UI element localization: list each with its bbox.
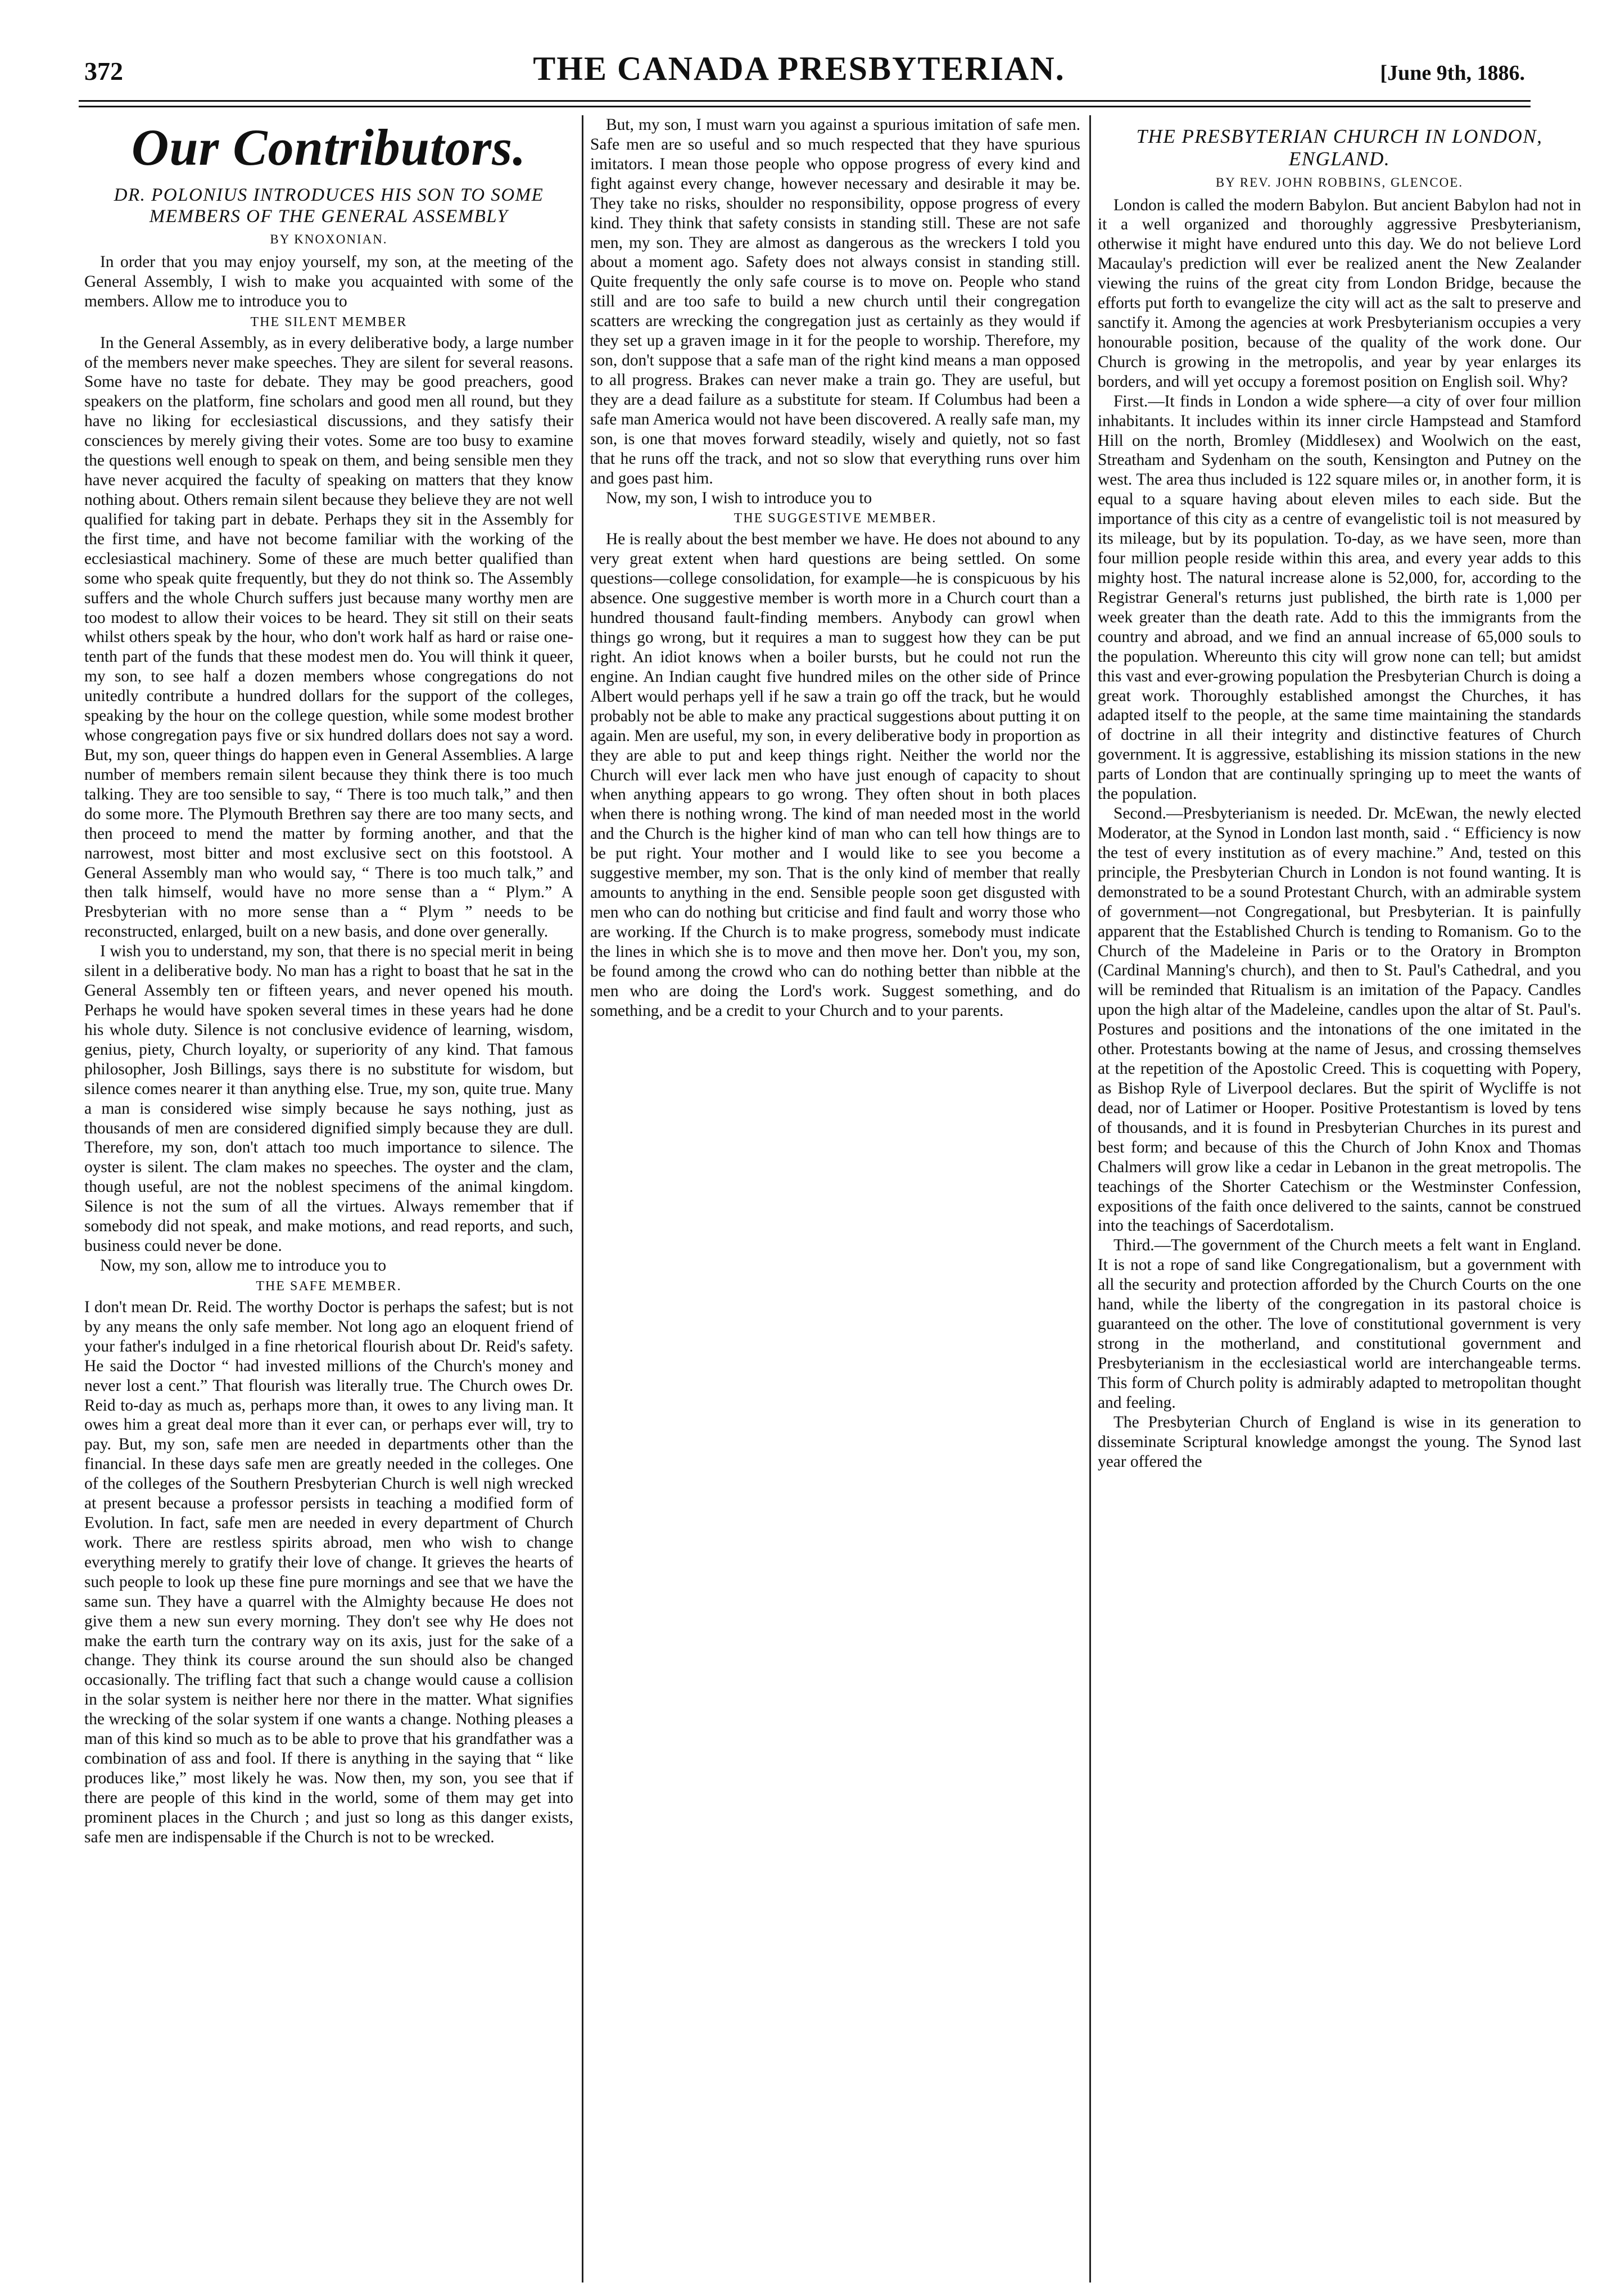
- header-rule-top: [79, 100, 1531, 102]
- paragraph: First.—It finds in London a wide sphere—a city of over four million inhabitants. It includes within its inner circle Hampstead and Stamford Hill on the north, Bromley (Middlesex) and Woolwich on the east, Streatham and Sydenham on the south, Kensington and Putney on the west. The area thus included is 122 square miles or, in another form, it is equal to a square having about eleven miles to each side. But the importance of this city as a centre of evangelistic toil is not measured by its mileage, but by its population. To-day, as we have seen, more than four million people reside within this area, and every year adds to this mighty host. The natural increase alone is 52,000, for, according to the Registrar General's returns just published, the birth rate is 1,000 per week greater than the death rate. Add to this the immigrants from the country and abroad, and we find an annual increase of 65,000 souls to the population. Whereunto this city will grow none can tell; but amidst this vast and ever-growing population the Presbyterian Church is doing a great work. Thoroughly established amongst the Churches, it has adapted itself to the people, at the same time maintaining the standards of doctrine in all their integrity and distinctive features of Church government. It is aggressive, establishing its mission stations in the new parts of London that are continually springing up to meet the wants of the population.: [1098, 392, 1581, 803]
- subhead-safe-member: THE SAFE MEMBER.: [256, 1278, 402, 1294]
- paragraph-continued: I don't mean Dr. Reid. The worthy Doctor is perhaps the safest; but is not by any means the only safe member. Not long ago an eloquent friend of your father's indulged in a fine rhetorical flourish about Dr. Reid's safety. He said the Doctor “ had invested millions of the Church's money and never lost a cent.” That flourish was literally true. The Church owes Dr. Reid to-day as much as, perhaps more than, it owes to any living man. It owes him a great deal more than it ever can, or perhaps ever will, try to pay. But, my son, safe men are needed in departments other than the financial. In these days safe men are greatly needed in the colleges. One of the colleges of the Southern Presbyterian Church is well nigh wrecked at present because a professor persists in teaching a modified form of Evolution. In fact, safe men are needed in every department of Church work. There are restless spirits abroad, men who wish to change everything merely to gratify their love of change. It grieves the hearts of such people to look up these fine pure mornings and see that we have the same sun. They have a quarrel with the Almighty because He does not give them a new sun every morning. They don't see why He does not make the earth turn the contrary way on its axis, just for the sake of a change. They think its course around the sun should also be changed occasionally. The trifling fact that such a change would cause a collision in the solar system is neither here nor there in the matter. What signifies the wrecking of the solar system if one wants a change. Nothing pleases a man of this kind so much as to be able to prove that his grandfather was a combination of ass and fool. If there is anything in the saying that “ like produces like,” most likely he was. Now then, my son, you see that if there are people of this kind in the world, some of them may get into prominent places in the Church ; and just so long as this danger exists, safe men are indispensable if the Church is not to be wrecked.: [84, 1298, 573, 1846]
- paragraph: But, my son, I must warn you against a spurious imitation of safe men. Safe men are so useful and so much respected that they have spurious imitators. I mean those people who oppose progress of every kind and fight against every change, however necessary and desirable it may be. They take no risks, shoulder no responsibility, oppose progress of every kind. They think that safety consists in standing still. These are not safe men, my son. They are almost as dangerous as the wreckers I told you about a moment ago. Safety does not always consist in standing still. Quite frequently the only safe course is to move on. People who stand still and are too safe to build a new church until their congregation scatters are wrecking the congregation just as certainly as they would if they set up a graven image in it for the people to worship. Therefore, my son, don't suppose that a safe man of the right kind means a man opposed to all progress. Brakes can never make a train go. They are useful, but they are a dead failure as a substitute for steam. If Columbus had been a safe man America would not have been discovered. A really safe man, my son, is one that moves forward steadily, wisely and quietly, not so fast that he runs off the track, and not so slow that everything runs over him and goes past him.: [590, 116, 1080, 487]
- article-byline: BY KNOXONIAN.: [270, 232, 388, 246]
- issue-date: [June 9th, 1886.: [1380, 61, 1525, 85]
- column-rule: [1089, 115, 1091, 2283]
- paragraph: Third.—The government of the Church meets a felt want in England. It is not a rope of sand like Congregationalism, but a government with all the security and protection afforded by the Church Courts on the one hand, while the liberty of the congregation in its pastoral choice is guaranteed on the other. The love of constitutional government is very strong in the motherland, and constitutional government and Presbyterianism in the ecclesiastical world are interchangeable terms. This form of Church polity is admirably adapted to metropolitan thought and feeling.: [1098, 1236, 1581, 1412]
- paragraph: The Presbyterian Church of England is wise in its generation to disseminate Scriptural knowledge amongst the young. The Synod last year offered the: [1098, 1413, 1581, 1471]
- paragraph: London is called the modern Babylon. But ancient Babylon had not in it a well organized and thoroughly aggressive Presbyterianism, otherwise it might have endured unto this day. We do not believe Lord Macaulay's prediction will ever be realized anent the New Zealander viewing the ruins of the great city from London Bridge, because the efforts put forth to evangelize the city will act as the salt to preserve and sanctify it. Among the agencies at work Presbyterianism occupies a very honourable position, because of the quality of the work done. Our Church is growing in the metropolis, and year by year enlarges its borders, and will yet occupy a foremost position on English soil. Why?: [1098, 196, 1581, 391]
- column-3: [1098, 115, 1581, 2291]
- article-title: THE PRESBYTERIAN CHURCH IN LONDON, ENGLAND.: [1136, 125, 1543, 170]
- article-byline: BY REV. JOHN ROBBINS, GLENCOE.: [1215, 175, 1464, 189]
- paragraph: Second.—Presbyterianism is needed. Dr. McEwan, the newly elected Moderator, at the Synod in London last month, said . “ Efficiency is now the test of every institution as of every machine.” And, tested on this principle, the Presbyterian Church in London is not found wanting. It is demonstrated to be a sound Protestant Church, with an admirable system of government—not Congregational, but Presbyterian. It is painfully apparent that the Established Church is tending to Romanism. Go to the Church of the Madeleine in Paris or to the Oratory in Brompton (Cardinal Manning's church), and then to St. Paul's Cathedral, and you will be reminded that Ritualism is an imitation of the Papacy. Candles upon the high altar of the Madeleine, candles upon the altar of St. Paul's. Postures and positions and the intonations of the one imitated in the other. Protestants bowing at the name of Jesus, and crossing themselves at the repetition of the Apostolic Creed. This is coquetting with Popery, as Bishop Ryle of Liverpool declares. But the spirit of Wycliffe is not dead, nor of Latimer or Hooper. Positive Protestantism is loved by tens of thousands, and it is found in Presbyterian Churches in its purest and best form; and because of this the Church of John Knox and Thomas Chalmers will grow like a cedar in Lebanon in the great metropolis. The teachings of the Shorter Catechism or the Westminster Confession, expositions of the faith once delivered to the saints, cannot be construed into the teachings of Sacerdotalism.: [1098, 804, 1581, 1235]
- article-title: DR. POLONIUS INTRODUCES HIS SON TO SOME MEMBERS OF THE GENERAL ASSEMBLY: [114, 185, 544, 227]
- header-rule-bottom: [79, 106, 1531, 107]
- article-intro: In order that you may enjoy yourself, my son, at the meeting of the General Assembly, I wish to make you acquainted with some of the members. Allow me to introduce you to: [84, 252, 573, 310]
- page-number: 372: [84, 57, 123, 85]
- paper-title: THE CANADA PRESBYTERIAN.: [533, 50, 1065, 87]
- column-1: [84, 115, 573, 2291]
- paragraph: I wish you to understand, my son, that there is no special merit in being silent in a deliberative body. No man has a right to boast that he sat in the General Assembly ten or fifteen years, and never opened his mouth. Perhaps he would have spoken several times in these years had he done his whole duty. Silence is not conclusive evidence of learning, wisdom, genius, piety, Church loyalty, or superiority of any kind. That famous philosopher, Josh Billings, says there is no substitute for wisdom, but silence comes nearer it than anything else. True, my son, quite true. Many a man is considered wise simply because he says nothing, just as thousands of men are considered dignified simply because they are dull. Therefore, my son, don't attach too much importance to silence. The oyster is silent. The clam makes no speeches. The oyster and the clam, though useful, are not the noblest specimens of the animal kingdom. Silence is not the sum of all the virtues. Always remember that if somebody did not speak, and make motions, and read reports, and such, business could never be done.: [84, 942, 573, 1255]
- column-2: [590, 115, 1080, 2291]
- subhead-silent-member: THE SILENT MEMBER: [250, 314, 408, 329]
- paragraph: In the General Assembly, as in every deliberative body, a large number of the members never make speeches. They are silent for several reasons. Some have no taste for debate. They may be good preachers, good speakers on the platform, fine scholars and good men all round, but they have no liking for ecclesiastical discussions, and they satisfy their consciences by merely giving their votes. Some are too busy to examine the questions well enough to speak on them, and being sensible men they have never acquired the faculty of speaking on matters that they know nothing about. Others remain silent because they believe they are not well qualified for taking part in debate. Perhaps they sit in the Assembly for the first time, and have not become familiar with the working of the ecclesiastical machinery. Some of these are much better qualified than some who speak quite frequently, but they do not think so. The Assembly suffers and the whole Church suffers just because many worthy men are too modest to allow their voices to be heard. They sit still on their seats whilst others speak by the hour, who don't work half as hard or raise one-tenth part of the funds that these modest men do. You will think it queer, my son, to see half a dozen members whose congregations do not unitedly contribute a hundred dollars for the support of the colleges, speaking by the hour on the college question, while some modest brother whose congregation pays five or six hundred dollars does not say a word. But, my son, queer things do happen even in General Assemblies. A large number of members remain silent because they think there is too much talking. They are too sensible to say, “ There is too much talk,” and then do some more. The Plymouth Brethren say there are too many sects, and then proceed to mend the matter by forming another, and that the narrowest, most bitter and most exclusive sect on this footstool. A General Assembly man who would say, “ There is too much talk,” and then talk himself, would have no more sense than a “ Plym.” A Presbyterian with no more sense than a “ Plym ” needs to be reconstructed, enlarged, built on a new basis, and done over generally.: [84, 333, 573, 941]
- subhead-suggestive-member: THE SUGGESTIVE MEMBER.: [734, 511, 937, 526]
- paragraph: Now, my son, allow me to introduce you to: [100, 1256, 387, 1274]
- column-rule: [582, 115, 583, 2283]
- paragraph: He is really about the best member we have. He does not abound to any very great extent when hard questions are being settled. On some questions—college consolidation, for example—he is conspicuous by his absence. One suggestive member is worth more in a Church court than a hundred thousand fault-finding members. Anybody can growl when things go wrong, but it requires a man to suggest how they can be put right. An idiot knows when a boiler bursts, but he could not run the engine. An Indian caught five hundred miles on the other side of Prince Albert would perhaps yell if he saw a train go off the track, but he would probably not be able to make any practical suggestions about putting it on again. Men are useful, my son, in every deliberative body in proportion as they are able to put and keep things right. Neither the world nor the Church will ever lack men who have just enough of capacity to shout when anything appears to go wrong. They often shout in both places when there is nothing wrong. The kind of man needed most in the world and the Church is the higher kind of man who can tell how things are to be put right. Your mother and I would like to see you become a suggestive member, my son. That is the only kind of member that really amounts to anything in the end. Sensible people soon get disgusted with men who can do nothing but criticise and find fault and worry those who are working. If the Church is to make progress, somebody must indicate the lines in which she is to move and then move her. Don't you, my son, be found among the crowd who can do nothing better than nibble at the men who are doing the Lord's work. Suggest something, and do something, and be a credit to your Church and to your parents.: [590, 530, 1080, 1020]
- section-heading: Our Contributors.: [131, 119, 527, 176]
- paragraph: Now, my son, I wish to introduce you to: [606, 489, 872, 507]
